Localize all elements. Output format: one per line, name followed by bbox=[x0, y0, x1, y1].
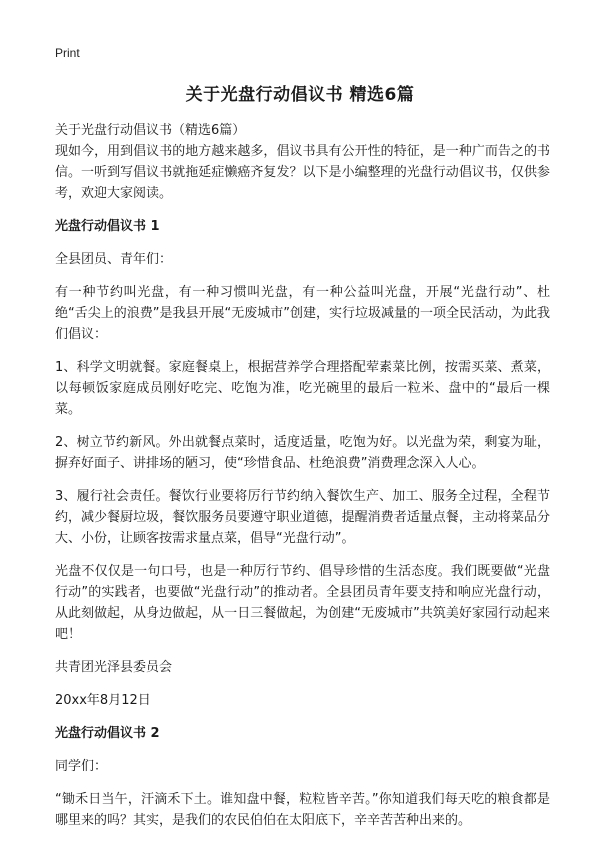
body-paragraph: 1、科学文明就餐。家庭餐桌上，根据营养学合理搭配荤素菜比例，按需买菜、煮菜，以每顿饭家庭成员刚好吃完、吃饱为准，吃光碗里的最后一粒米、盘中的“最后一棵菜。 bbox=[55, 360, 550, 417]
section-heading: 光盘行动倡议书 1 bbox=[55, 219, 160, 234]
section-greeting: 全县团员、青年们： bbox=[55, 252, 173, 267]
document-body bbox=[55, 120, 550, 843]
intro-paragraph: 现如今，用到倡议书的地方越来越多，倡议书具有公开性的特征，是一种广而告之的书信。一听到写倡议书就拖延症懒癌齐复发？以下是小编整理的光盘行动倡议书，仅供参考，欢迎大家阅读。 bbox=[55, 144, 550, 201]
print-label[interactable]: Print bbox=[55, 46, 80, 60]
date-line: 20xx年8月12日 bbox=[55, 693, 151, 708]
body-paragraph: 光盘不仅仅是一句口号，也是一种厉行节约、倡导珍惜的生活态度。我们既要做“光盘行动”的实践者，也要做“光盘行动”的推动者。全县团员青年要支持和响应光盘行动，从此刻做起，从身边做起，从一日三餐做起，为创建“无废城市”共筑美好家园行动起来吧！ bbox=[55, 564, 550, 642]
body-paragraph: 2、树立节约新风。外出就餐点菜时，适度适量，吃饱为好。以光盘为荣，剩宴为耻，摒弃好面子、讲排场的陋习，使“珍惜食品、杜绝浪费”消费理念深入人心。 bbox=[55, 435, 550, 471]
section-greeting: 同学们： bbox=[55, 759, 108, 774]
document-subtitle: 关于光盘行动倡议书（精选6篇） bbox=[55, 123, 246, 138]
body-paragraph: “锄禾日当午，汗滴禾下土。谁知盘中餐，粒粒皆辛苦。”你知道我们每天吃的粮食都是哪里来的吗？其实，是我们的农民伯伯在太阳底下，辛辛苦苦种出来的。 bbox=[55, 792, 550, 828]
body-paragraph: 有一种节约叫光盘，有一种习惯叫光盘，有一种公益叫光盘，开展“光盘行动”、杜绝“舌尖上的浪费”是我县开展“无废城市”创建，实行垃圾减量的一项全民活动，为此我们倡议： bbox=[55, 285, 550, 342]
signature: 共青团光泽县委员会 bbox=[55, 660, 173, 675]
document-title: 关于光盘行动倡议书 精选6篇 bbox=[185, 85, 415, 105]
section-heading: 光盘行动倡议书 2 bbox=[55, 726, 160, 741]
body-paragraph: 3、履行社会责任。餐饮行业要将厉行节约纳入餐饮生产、加工、服务全过程，全程节约，减少餐厨垃圾，餐饮服务员要遵守职业道德，提醒消费者适量点餐，主动将菜品分大、小份，让顾客按需求量点菜，倡导“光盘行动”。 bbox=[55, 489, 550, 546]
